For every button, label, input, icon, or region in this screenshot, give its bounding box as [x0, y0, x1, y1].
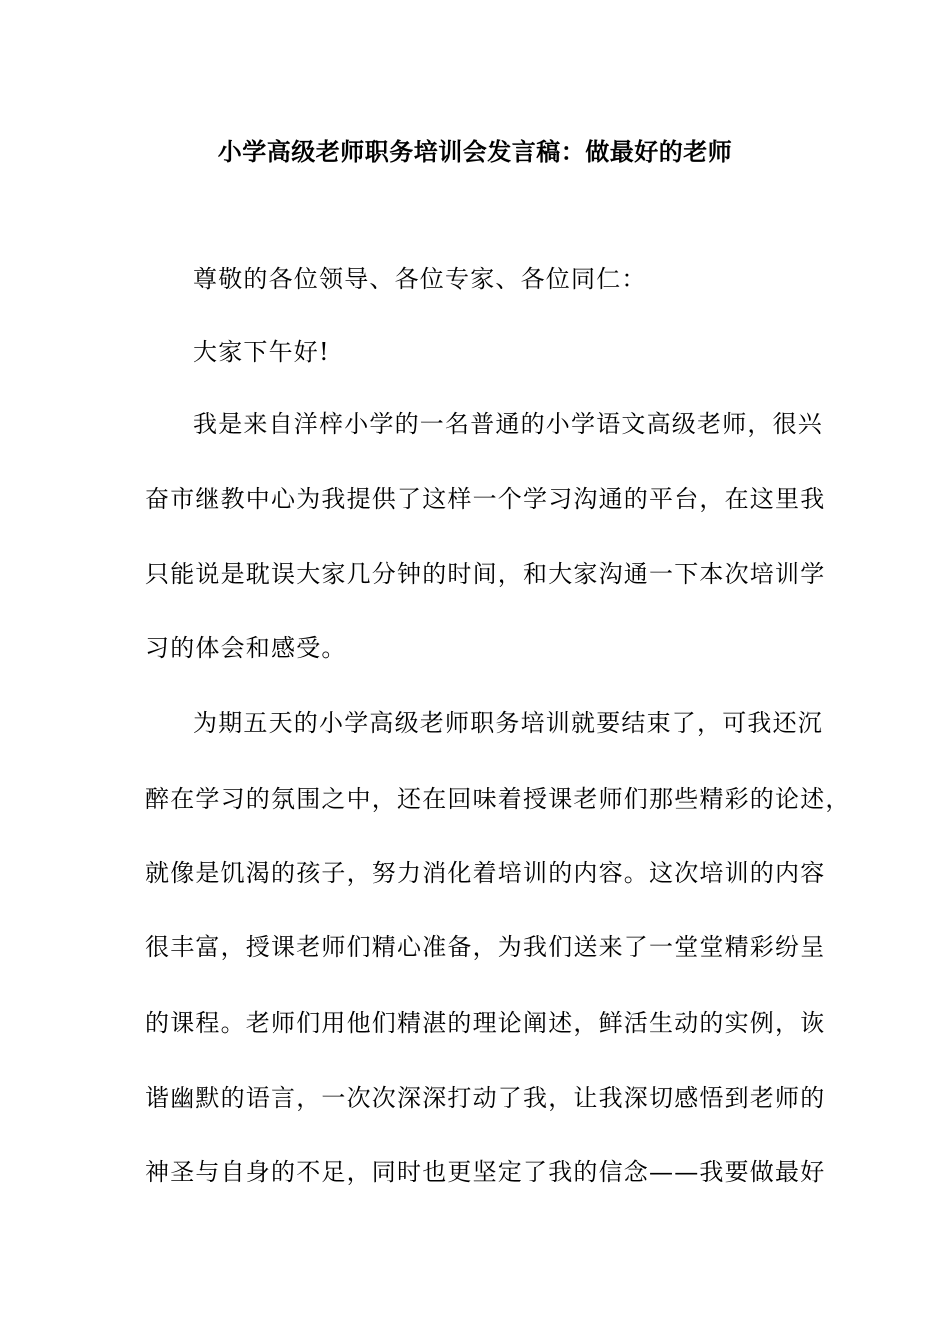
paragraph-line: 的课程。老师们用他们精湛的理论阐述，鲜活生动的实例，诙 — [145, 1009, 826, 1037]
document-title: 小学高级老师职务培训会发言稿：做最好的老师 — [217, 138, 733, 166]
paragraph-line: 谐幽默的语言，一次次深深打动了我，让我深切感悟到老师的 — [145, 1084, 826, 1112]
paragraph-line: 大家下午好! — [193, 338, 330, 366]
paragraph-line: 就像是饥渴的孩子，努力消化着培训的内容。这次培训的内容 — [145, 859, 826, 887]
paragraph-line: 习的体会和感受。 — [145, 634, 347, 662]
paragraph-line: 为期五天的小学高级老师职务培训就要结束了，可我还沉 — [193, 709, 823, 737]
paragraph-line: 尊敬的各位领导、各位专家、各位同仁： — [193, 265, 647, 293]
paragraph-line: 神圣与自身的不足，同时也更坚定了我的信念——我要做最好 — [145, 1158, 826, 1186]
paragraph-line: 很丰富，授课老师们精心准备，为我们送来了一堂堂精彩纷呈 — [145, 933, 826, 961]
paragraph-line: 只能说是耽误大家几分钟的时间，和大家沟通一下本次培训学 — [145, 560, 826, 588]
paragraph-line: 醉在学习的氛围之中，还在回味着授课老师们那些精彩的论述， — [145, 785, 851, 813]
paragraph-line: 我是来自洋梓小学的一名普通的小学语文高级老师，很兴 — [193, 410, 823, 438]
paragraph-line: 奋市继教中心为我提供了这样一个学习沟通的平台，在这里我 — [145, 485, 826, 513]
